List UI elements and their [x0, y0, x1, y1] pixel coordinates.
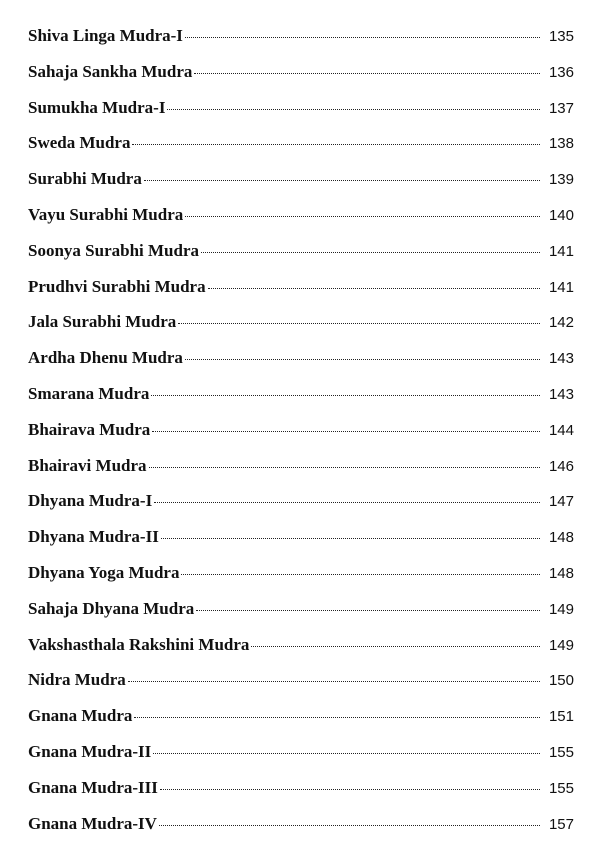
toc-entry-page: 143	[548, 385, 574, 403]
toc-entry-title: Sweda Mudra	[28, 133, 131, 153]
toc-entry-page: 141	[548, 278, 574, 296]
toc-entry	[28, 348, 574, 384]
dot-leader	[201, 252, 540, 253]
toc-entry	[28, 205, 574, 241]
dot-leader	[154, 502, 540, 503]
toc-entry	[28, 312, 574, 348]
dot-leader	[153, 753, 540, 754]
dot-leader	[251, 646, 540, 647]
toc-entry-page: 150	[548, 672, 574, 690]
dot-leader	[144, 180, 540, 181]
dot-leader	[159, 825, 540, 826]
toc-entry-title: Gnana Mudra	[28, 706, 133, 726]
dot-leader	[194, 73, 540, 74]
toc-entry	[28, 241, 574, 277]
toc-entry-title: Nidra Mudra	[28, 670, 126, 690]
toc-entry-title: Smarana Mudra	[28, 383, 150, 403]
toc-entry-page: 147	[548, 493, 574, 511]
toc-entry	[28, 527, 574, 563]
toc-entry-page: 142	[548, 314, 574, 332]
toc-entry-title: Vakshasthala Rakshini Mudra	[28, 634, 250, 654]
dot-leader	[132, 144, 540, 145]
toc-entry-page: 157	[548, 815, 574, 833]
toc-entry-page: 148	[548, 529, 574, 547]
dot-leader	[196, 610, 540, 611]
toc-entry	[28, 277, 574, 313]
toc-entry-page: 149	[548, 600, 574, 618]
toc-entry-page: 135	[548, 28, 574, 45]
toc-entry-page: 151	[548, 708, 574, 726]
toc-entry-title: Ardha Dhenu Mudra	[28, 348, 183, 368]
toc-entry-title: Dhyana Mudra-II	[28, 527, 159, 547]
toc-entry-title: Shiva Linga Mudra-I	[28, 26, 183, 45]
toc-entry	[28, 456, 574, 492]
toc-entry	[28, 420, 574, 456]
dot-leader	[185, 359, 540, 360]
toc-entry-page: 148	[548, 564, 574, 582]
dot-leader	[178, 323, 540, 324]
toc-entry-title: Prudhvi Surabhi Mudra	[28, 276, 206, 296]
toc-entry-title: Gnana Mudra-IV	[28, 813, 157, 833]
dot-leader	[181, 574, 540, 575]
dot-leader	[151, 395, 540, 396]
toc-entry-title: Gnana Mudra-III	[28, 777, 158, 797]
toc-entry	[28, 599, 574, 635]
toc-entry-title: Sumukha Mudra-I	[28, 97, 166, 117]
toc-entry	[28, 814, 574, 849]
toc-entry-page: 138	[548, 135, 574, 153]
toc-entry	[28, 563, 574, 599]
toc-entry-page: 155	[548, 743, 574, 761]
toc-entry-page: 140	[548, 206, 574, 224]
dot-leader	[152, 431, 540, 432]
toc-entry-page: 155	[548, 779, 574, 797]
dot-leader	[208, 288, 540, 289]
table-of-contents	[28, 26, 574, 849]
dot-leader	[167, 109, 540, 110]
toc-entry	[28, 26, 574, 62]
toc-entry	[28, 98, 574, 134]
toc-entry-title: Dhyana Mudra-I	[28, 491, 153, 511]
toc-entry-title: Sahaja Dhyana Mudra	[28, 598, 195, 618]
dot-leader	[134, 717, 540, 718]
dot-leader	[128, 681, 540, 682]
dot-leader	[149, 467, 540, 468]
toc-entry	[28, 742, 574, 778]
toc-entry-title: Surabhi Mudra	[28, 169, 142, 189]
toc-entry-page: 136	[548, 63, 574, 81]
toc-entry	[28, 635, 574, 671]
toc-entry-title: Dhyana Yoga Mudra	[28, 562, 180, 582]
toc-entry	[28, 706, 574, 742]
toc-entry-title: Vayu Surabhi Mudra	[28, 204, 184, 224]
toc-entry-title: Bhairava Mudra	[28, 419, 151, 439]
toc-entry	[28, 778, 574, 814]
toc-entry-page: 139	[548, 171, 574, 189]
toc-entry	[28, 62, 574, 98]
toc-entry-title: Jala Surabhi Mudra	[28, 312, 177, 332]
dot-leader	[160, 789, 540, 790]
toc-entry-page: 137	[548, 99, 574, 117]
toc-entry-page: 143	[548, 350, 574, 368]
dot-leader	[185, 216, 540, 217]
dot-leader	[185, 37, 540, 38]
toc-entry	[28, 133, 574, 169]
toc-entry-title: Gnana Mudra-II	[28, 741, 152, 761]
toc-entry-page: 149	[548, 636, 574, 654]
toc-entry-page: 146	[548, 457, 574, 475]
toc-entry	[28, 670, 574, 706]
toc-entry	[28, 169, 574, 205]
toc-entry-title: Soonya Surabhi Mudra	[28, 240, 199, 260]
dot-leader	[161, 538, 540, 539]
toc-entry	[28, 384, 574, 420]
toc-entry-page: 144	[548, 421, 574, 439]
toc-entry	[28, 491, 574, 527]
toc-entry-title: Sahaja Sankha Mudra	[28, 61, 193, 81]
toc-entry-title: Bhairavi Mudra	[28, 455, 147, 475]
toc-entry-page: 141	[548, 242, 574, 260]
